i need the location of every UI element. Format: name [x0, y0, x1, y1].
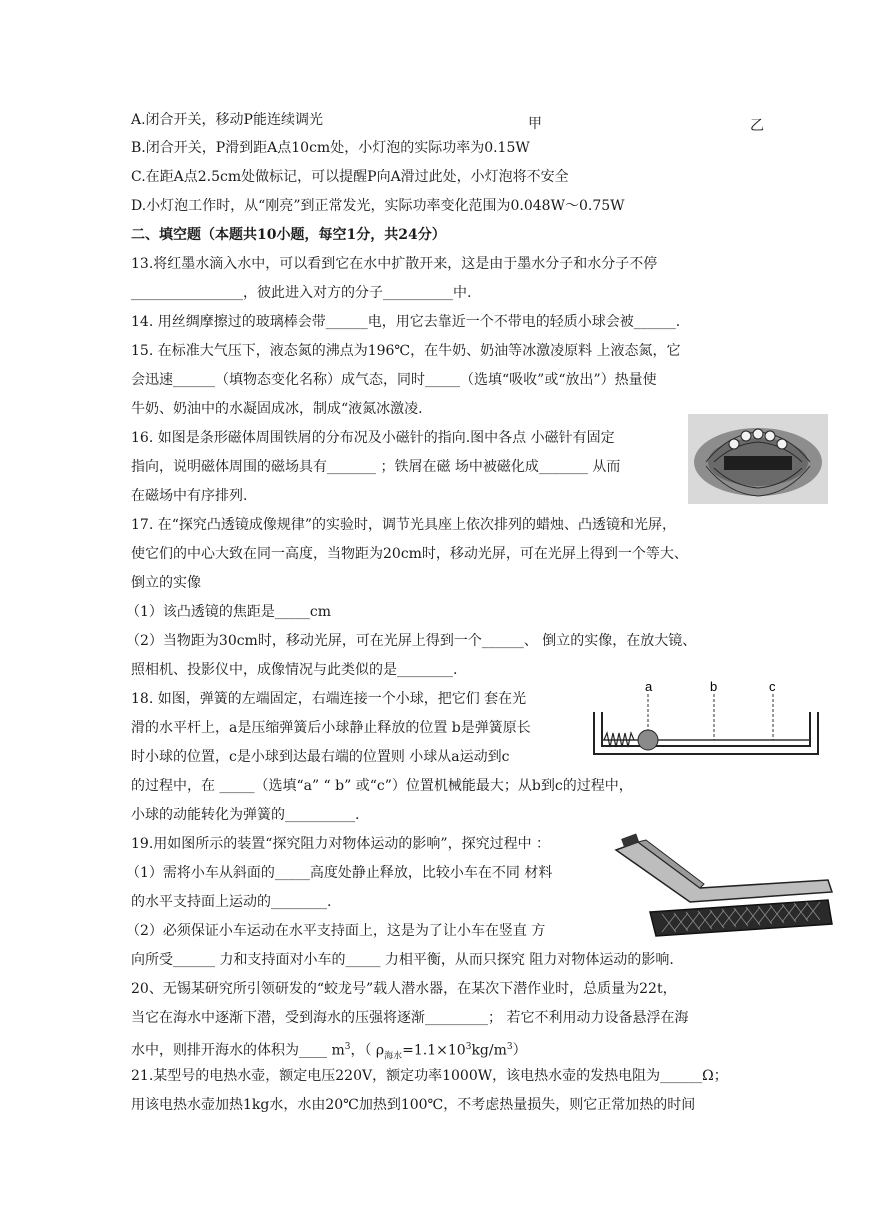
ball [638, 730, 658, 750]
question-17-part-2: （2）当物距为30cm时，移动光屏，可在光屏上得到一个______、 倒立的实像，在放大镜、 [126, 633, 697, 649]
question-18-line-3: 时小球的位置，c是小球到达最右端的位置则 小球从a运动到c [131, 749, 510, 765]
question-17-part-2-cont: 照相机、投影仪中，成像情况与此类似的是________. [131, 662, 458, 678]
option-d: D.小灯泡工作时，从“刚亮”到正常发光，实际功率变化范围为0.048W～0.75W [131, 198, 625, 214]
figure-label-yi: 乙 [750, 118, 764, 134]
question-18-line-5: 小球的动能转化为弹簧的__________. [131, 807, 360, 823]
question-20-line-3 [131, 1037, 527, 1066]
magnet-iron-filings-figure [688, 414, 828, 504]
question-13-line-1: 13.将红墨水滴入水中，可以看到它在水中扩散开来，这是由于墨水分子和水分子不停 [131, 256, 658, 272]
q20-sup-1: 3 [344, 1042, 351, 1052]
question-14: 14. 用丝绸摩擦过的玻璃棒会带______电，用它去靠近一个不带电的轻质小球会被______. [131, 314, 681, 330]
q20-text-d: kg/m [471, 1042, 507, 1059]
q20-sup-3: 3 [506, 1042, 513, 1052]
question-18-line-2: 滑的水平杆上，a是压缩弹簧后小球静止释放的位置 b是弹簧原长 [131, 720, 531, 736]
question-19-line-1: 19.用如图所示的装置“探究阻力对物体运动的影响”，探究过程中 ： [131, 836, 551, 852]
question-19-part-2-cont: 向所受______ 力和支持面对小车的_____ 力相平衡，从而只探究 阻力对物体运动的影响. [131, 952, 674, 968]
question-21-line-1: 21.某型号的电热水壶，额定电压220V，额定功率1000W，该电热水壶的发热电阻为______Ω； [131, 1068, 728, 1084]
section-heading: 二、填空题（本题共10小题，每空1分，共24分） [131, 227, 446, 243]
question-20-line-2: 当它在海水中逐渐下潜，受到海水的压强将逐渐_________； 若它不利用动力设备悬浮在海 [131, 1010, 689, 1026]
question-15-line-1: 15. 在标准大气压下，液态氮的沸点为196℃，在牛奶、奶油等冰激凌原料 上液态氮，它 [131, 343, 681, 359]
option-c: C.在距A点2.5cm处做标记，可以提醒P向A滑过此处，小灯泡将不安全 [131, 169, 569, 185]
question-17-line-3: 倒立的实像 [131, 575, 201, 591]
ramp-cart-figure [610, 830, 838, 940]
question-18-line-1: 18. 如图，弹簧的左端固定，右端连接一个小球，把它们 套在光 [131, 691, 527, 707]
spring-ball-figure [588, 676, 833, 761]
label-c: c [769, 679, 776, 694]
q20-sub: 海水 [384, 1051, 403, 1062]
question-21-line-2: 用该电热水壶加热1kg水，水由20℃加热到100℃，不考虑热量损失，则它正常加热的时间 [131, 1097, 696, 1113]
bar-magnet [724, 456, 792, 470]
question-17-line-1: 17. 在“探究凸透镜成像规律”的实验时，调节光具座上依次排列的蜡烛、凸透镜和光屏， [131, 517, 677, 533]
option-b: B.闭合开关，P滑到距A点10cm处，小灯泡的实际功率为0.15W [131, 140, 530, 156]
question-16-line-1: 16. 如图是条形磁体周围铁屑的分布况及小磁针的指向.图中各点 小磁针有固定 [131, 430, 615, 446]
label-a: a [645, 679, 653, 694]
option-a: A.闭合开关，移动P能连续调光 [131, 112, 323, 128]
question-17-line-2: 使它们的中心大致在同一高度，当物距为20cm时，移动光屏，可在光屏上得到一个等大、 [131, 546, 688, 562]
q20-text-a: 水中，则排开海水的体积为____ m [131, 1042, 345, 1059]
question-18-line-4: 的过程中，在 _____（选填“a” “ b” 或“c”）位置机械能最大；从b到c的过程中， [131, 778, 633, 794]
q20-sup-2: 3 [465, 1042, 472, 1052]
surface [650, 900, 832, 936]
question-20-line-1: 20、无锡某研究所引领研发的“蛟龙号”载人潜水器，在某次下潜作业时，总质量为22t， [131, 981, 677, 997]
q20-text-e: ） [512, 1042, 527, 1059]
question-19-part-1: （1）需将小车从斜面的_____高度处静止释放，比较小车在不同 材料 [126, 865, 553, 881]
question-16-line-2: 指向，说明磁体周围的磁场具有_______ ；铁屑在磁 场中被磁化成_______ 从而 [131, 459, 621, 475]
question-15-line-3: 牛奶、奶油中的水凝固成冰，制成“液氮冰激凌. [131, 401, 423, 417]
question-19-part-2: （2）必须保证小车运动在水平支持面上，这是为了让小车在竖直 方 [126, 923, 546, 939]
figure-label-jia: 甲 [528, 116, 542, 132]
q20-text-b: ，（ ρ [350, 1042, 385, 1059]
q20-text-c: =1.1×10 [402, 1042, 466, 1059]
label-b: b [710, 679, 718, 694]
question-17-part-1: （1）该凸透镜的焦距是_____cm [126, 604, 332, 620]
question-15-line-2: 会迅速______（填物态变化名称）成气态，同时_____（选填“吸收”或“放出”）热量使 [131, 372, 657, 388]
question-19-part-1-cont: 的水平支持面上运动的________. [131, 894, 332, 910]
question-13-line-2: ________________，彼此进入对方的分子__________中. [131, 285, 472, 301]
question-16-line-3: 在磁场中有序排列. [131, 488, 248, 504]
